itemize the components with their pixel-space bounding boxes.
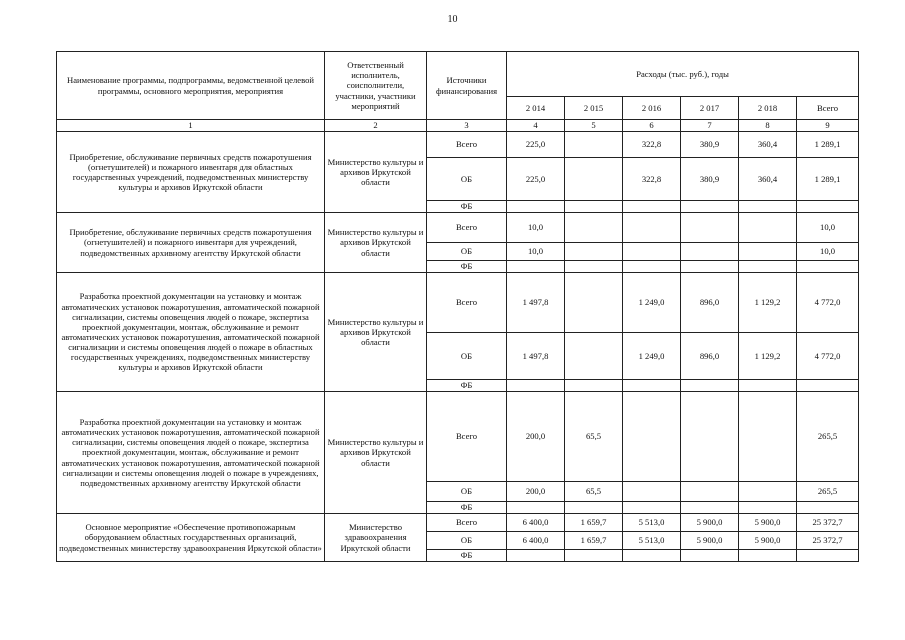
index-cell: 8 bbox=[739, 120, 797, 132]
header-source: Источники финансирования bbox=[427, 52, 507, 120]
value-cell bbox=[681, 482, 739, 502]
header-executor: Ответственный исполнитель, соисполнители, участники, участники мероприятий bbox=[325, 52, 427, 120]
row-executor: Министерство культуры и архивов Иркутской области bbox=[325, 132, 427, 213]
value-cell bbox=[565, 243, 623, 261]
index-cell: 5 bbox=[565, 120, 623, 132]
value-cell bbox=[565, 502, 623, 514]
value-cell: 322,8 bbox=[623, 158, 681, 201]
value-cell bbox=[623, 482, 681, 502]
value-cell: 360,4 bbox=[739, 158, 797, 201]
value-cell bbox=[507, 261, 565, 273]
header-expenses: Расходы (тыс. руб.), годы bbox=[507, 52, 859, 97]
source-label: ФБ bbox=[427, 380, 507, 392]
value-cell: 1 289,1 bbox=[797, 158, 859, 201]
value-cell bbox=[739, 380, 797, 392]
value-cell: 5 900,0 bbox=[739, 532, 797, 550]
value-cell: 5 900,0 bbox=[681, 514, 739, 532]
value-cell: 10,0 bbox=[797, 213, 859, 243]
value-cell bbox=[739, 482, 797, 502]
value-cell: 6 400,0 bbox=[507, 532, 565, 550]
value-cell bbox=[681, 201, 739, 213]
header-year: 2 015 bbox=[565, 97, 623, 120]
value-cell: 1 289,1 bbox=[797, 132, 859, 158]
value-cell bbox=[623, 380, 681, 392]
row-name: Приобретение, обслуживание первичных средств пожаротушения (огнетушителей) и пожарного инвентаря для учреждений, подведомственных архивному агентству Иркутской области bbox=[57, 213, 325, 273]
source-label: ОБ bbox=[427, 333, 507, 380]
source-label: ФБ bbox=[427, 261, 507, 273]
value-cell bbox=[681, 550, 739, 562]
value-cell: 265,5 bbox=[797, 482, 859, 502]
row-name: Разработка проектной документации на установку и монтаж автоматических установок пожаротушения, автоматической пожарной сигнализации, системы оповещения людей о пожаре, экспертиза проектной документации, монтаж, обслуживание и ремонт автоматических установок пожаротушения, автоматической пожарной сигнализации и системы оповещения людей о пожаре в учреждениях, подведомственных архивному агентству Иркутской области bbox=[57, 392, 325, 514]
row-executor: Министерство культуры и архивов Иркутской области bbox=[325, 392, 427, 514]
value-cell bbox=[565, 201, 623, 213]
value-cell bbox=[681, 261, 739, 273]
value-cell bbox=[681, 243, 739, 261]
row-name: Основное мероприятие «Обеспечение противопожарным оборудованием областных государственных организаций, подведомственных министерству здравоохранения Иркутской области» bbox=[57, 514, 325, 562]
value-cell bbox=[681, 392, 739, 482]
value-cell: 5 513,0 bbox=[623, 532, 681, 550]
value-cell: 1 129,2 bbox=[739, 273, 797, 333]
row-executor: Министерство культуры и архивов Иркутской области bbox=[325, 273, 427, 392]
value-cell: 5 900,0 bbox=[681, 532, 739, 550]
value-cell bbox=[739, 213, 797, 243]
value-cell bbox=[797, 380, 859, 392]
value-cell bbox=[623, 502, 681, 514]
value-cell bbox=[797, 201, 859, 213]
row-executor: Министерство здравоохранения Иркутской области bbox=[325, 514, 427, 562]
table-row bbox=[57, 132, 859, 158]
value-cell bbox=[739, 550, 797, 562]
value-cell bbox=[739, 261, 797, 273]
value-cell bbox=[565, 213, 623, 243]
source-label: Всего bbox=[427, 273, 507, 333]
value-cell: 1 497,8 bbox=[507, 333, 565, 380]
value-cell: 1 129,2 bbox=[739, 333, 797, 380]
value-cell: 265,5 bbox=[797, 392, 859, 482]
value-cell: 1 659,7 bbox=[565, 514, 623, 532]
value-cell bbox=[797, 502, 859, 514]
value-cell: 896,0 bbox=[681, 273, 739, 333]
table-row bbox=[57, 273, 859, 333]
value-cell: 6 400,0 bbox=[507, 514, 565, 532]
value-cell: 10,0 bbox=[797, 243, 859, 261]
index-cell: 2 bbox=[325, 120, 427, 132]
value-cell bbox=[565, 333, 623, 380]
value-cell: 380,9 bbox=[681, 158, 739, 201]
source-label: Всего bbox=[427, 392, 507, 482]
row-name: Приобретение, обслуживание первичных средств пожаротушения (огнетушителей) и пожарного инвентаря для областных государственных учреждений, подведомственных министерству культуры и архивов Иркутской области bbox=[57, 132, 325, 213]
value-cell: 4 772,0 bbox=[797, 273, 859, 333]
index-cell: 7 bbox=[681, 120, 739, 132]
source-label: ФБ bbox=[427, 201, 507, 213]
source-label: ФБ bbox=[427, 502, 507, 514]
value-cell bbox=[797, 261, 859, 273]
table-row bbox=[57, 392, 859, 482]
table-row bbox=[57, 514, 859, 532]
value-cell bbox=[739, 392, 797, 482]
header-year: 2 017 bbox=[681, 97, 739, 120]
value-cell bbox=[565, 261, 623, 273]
value-cell: 5 900,0 bbox=[739, 514, 797, 532]
index-cell: 3 bbox=[427, 120, 507, 132]
value-cell: 322,8 bbox=[623, 132, 681, 158]
value-cell bbox=[565, 158, 623, 201]
value-cell: 1 659,7 bbox=[565, 532, 623, 550]
value-cell bbox=[565, 550, 623, 562]
value-cell: 1 249,0 bbox=[623, 333, 681, 380]
value-cell bbox=[623, 550, 681, 562]
value-cell: 5 513,0 bbox=[623, 514, 681, 532]
index-cell: 9 bbox=[797, 120, 859, 132]
value-cell: 380,9 bbox=[681, 132, 739, 158]
value-cell bbox=[623, 201, 681, 213]
value-cell: 225,0 bbox=[507, 158, 565, 201]
value-cell bbox=[507, 380, 565, 392]
source-label: ОБ bbox=[427, 482, 507, 502]
index-cell: 4 bbox=[507, 120, 565, 132]
table-row bbox=[57, 213, 859, 243]
source-label: Всего bbox=[427, 132, 507, 158]
source-label: Всего bbox=[427, 514, 507, 532]
value-cell bbox=[623, 213, 681, 243]
index-cell: 1 bbox=[57, 120, 325, 132]
value-cell bbox=[565, 380, 623, 392]
row-name: Разработка проектной документации на установку и монтаж автоматических установок пожаротушения, автоматической пожарной сигнализации, системы оповещения людей о пожаре, экспертиза проектной документации, монтаж, обслуживание и ремонт автоматических установок пожаротушения, автоматической пожарной сигнализации и системы оповещения людей о пожаре в областных государственных учреждениях, подведомственных министерству культуры и архивов Иркутской области bbox=[57, 273, 325, 392]
page-number: 10 bbox=[447, 14, 458, 25]
expenses-table bbox=[56, 51, 859, 562]
value-cell: 65,5 bbox=[565, 392, 623, 482]
source-label: Всего bbox=[427, 213, 507, 243]
index-cell: 6 bbox=[623, 120, 681, 132]
value-cell: 10,0 bbox=[507, 213, 565, 243]
header-total: Всего bbox=[797, 97, 859, 120]
source-label: ОБ bbox=[427, 158, 507, 201]
value-cell: 1 497,8 bbox=[507, 273, 565, 333]
value-cell bbox=[565, 273, 623, 333]
source-label: ФБ bbox=[427, 550, 507, 562]
value-cell: 10,0 bbox=[507, 243, 565, 261]
value-cell bbox=[797, 550, 859, 562]
value-cell bbox=[507, 550, 565, 562]
value-cell bbox=[507, 502, 565, 514]
value-cell bbox=[739, 201, 797, 213]
value-cell bbox=[739, 502, 797, 514]
header-year: 2 018 bbox=[739, 97, 797, 120]
value-cell: 65,5 bbox=[565, 482, 623, 502]
source-label: ОБ bbox=[427, 243, 507, 261]
value-cell bbox=[565, 132, 623, 158]
value-cell bbox=[739, 243, 797, 261]
value-cell: 200,0 bbox=[507, 482, 565, 502]
value-cell: 200,0 bbox=[507, 392, 565, 482]
value-cell: 25 372,7 bbox=[797, 514, 859, 532]
source-label: ОБ bbox=[427, 532, 507, 550]
value-cell: 225,0 bbox=[507, 132, 565, 158]
value-cell: 896,0 bbox=[681, 333, 739, 380]
value-cell bbox=[623, 243, 681, 261]
header-name: Наименование программы, подпрограммы, ведомственной целевой программы, основного мероприятия, мероприятия bbox=[57, 52, 325, 120]
value-cell bbox=[623, 392, 681, 482]
value-cell: 1 249,0 bbox=[623, 273, 681, 333]
value-cell: 25 372,7 bbox=[797, 532, 859, 550]
value-cell bbox=[507, 201, 565, 213]
value-cell: 4 772,0 bbox=[797, 333, 859, 380]
value-cell bbox=[623, 261, 681, 273]
value-cell bbox=[681, 380, 739, 392]
value-cell: 360,4 bbox=[739, 132, 797, 158]
row-executor: Министерство культуры и архивов Иркутской области bbox=[325, 213, 427, 273]
value-cell bbox=[681, 502, 739, 514]
value-cell bbox=[681, 213, 739, 243]
header-year: 2 016 bbox=[623, 97, 681, 120]
header-year: 2 014 bbox=[507, 97, 565, 120]
